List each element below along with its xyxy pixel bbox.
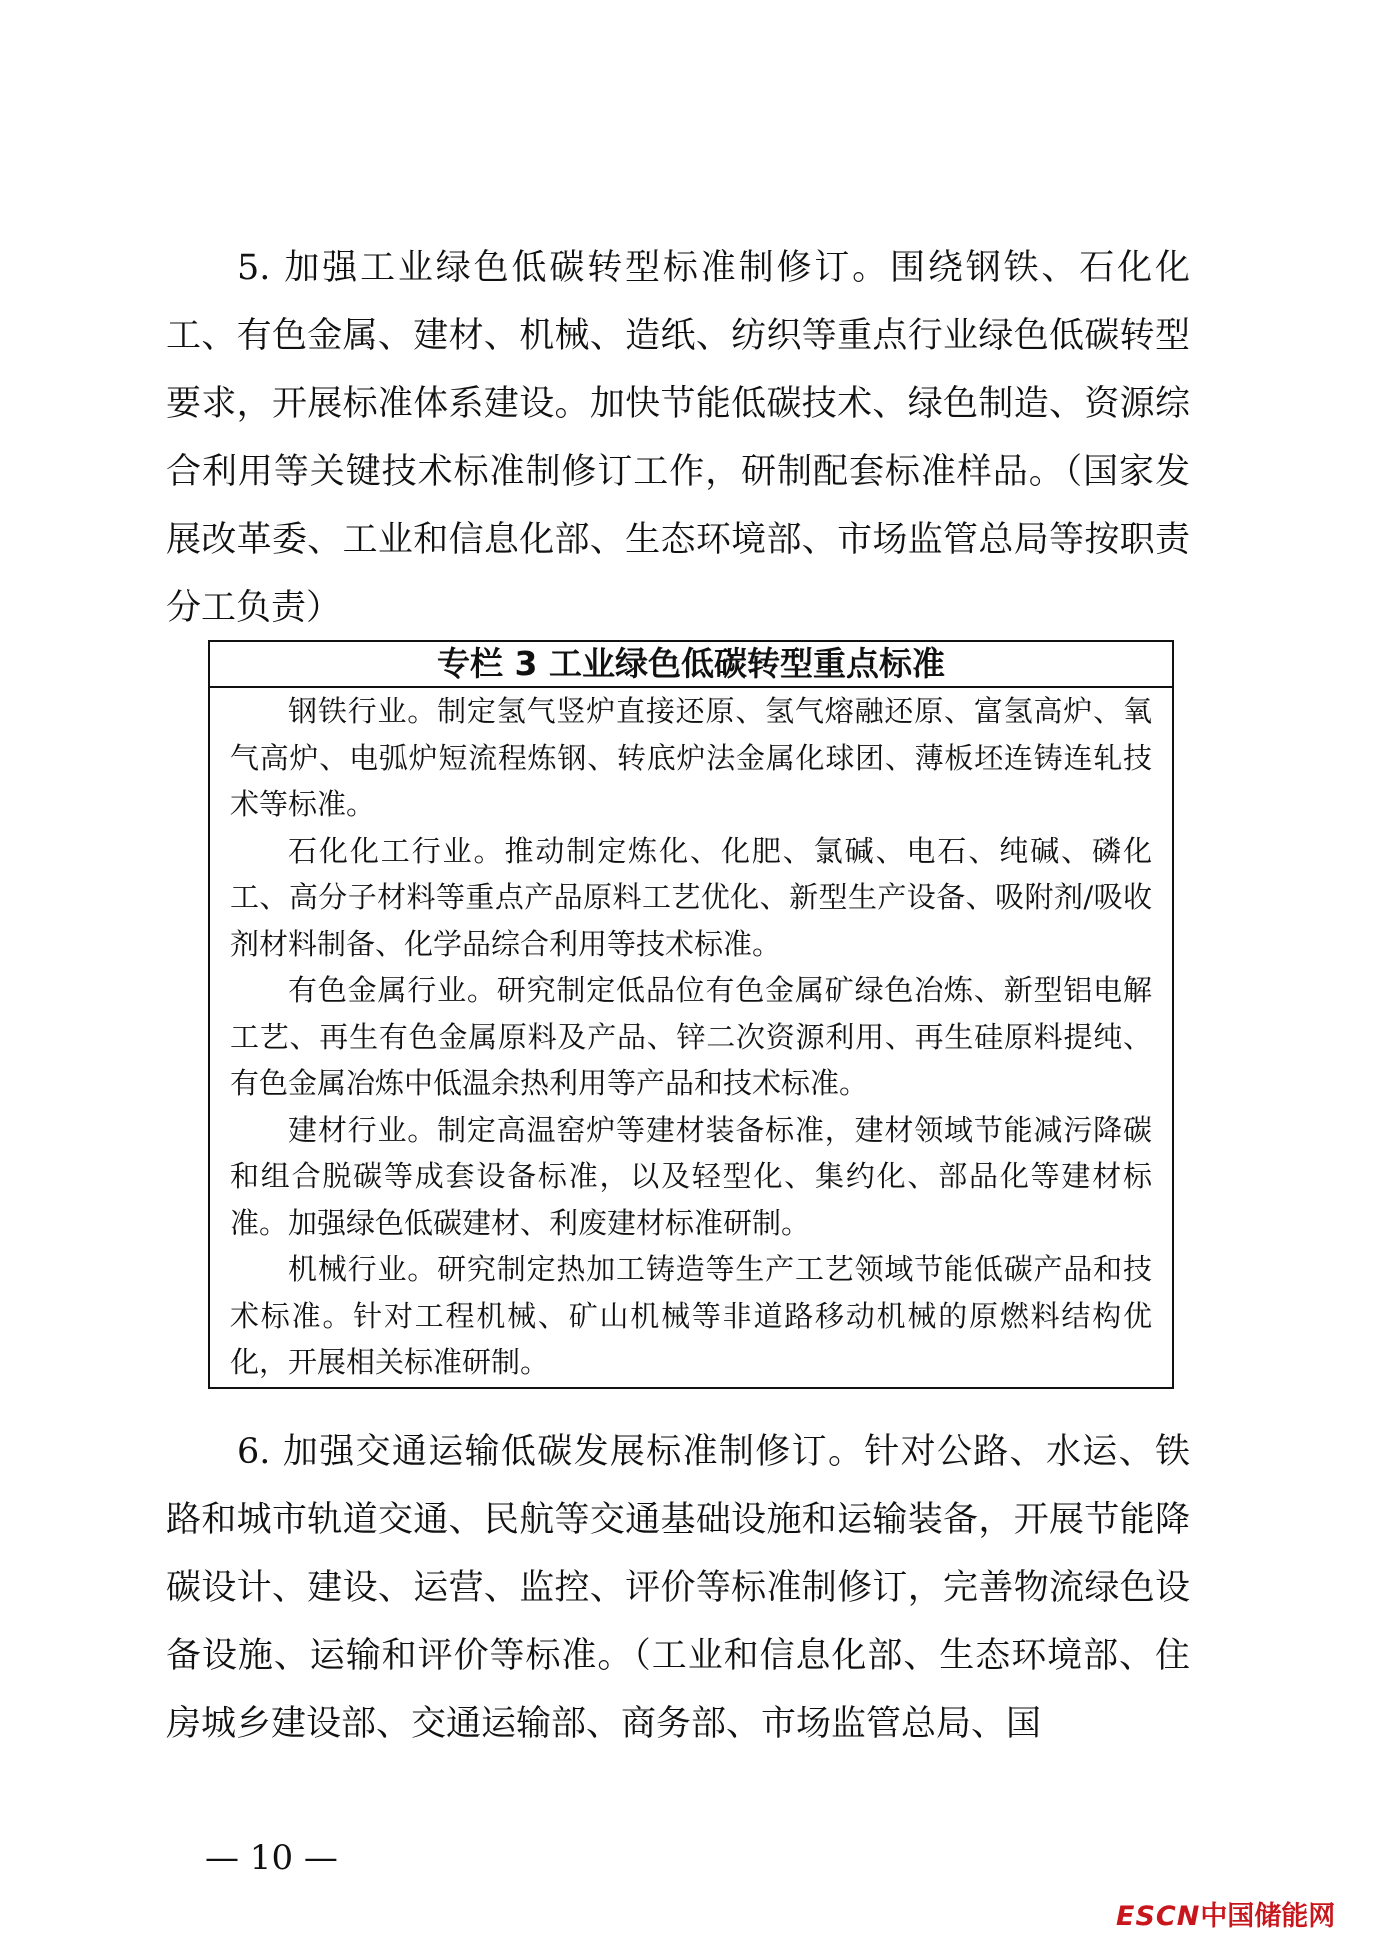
column-item-petrochemical: 石化化工行业。推动制定炼化、化肥、氯碱、电石、纯碱、磷化工、高分子材料等重点产品原料工艺优化、新型生产设备、吸附剂/吸收剂材料制备、化学品综合利用等技术标准。 [230, 833, 1152, 961]
paragraph-6: 6. 加强交通运输低碳发展标准制修订。针对公路、水运、铁路和城市轨道交通、民航等交通基础设施和运输装备，开展节能降碳设计、建设、运营、监控、评价等标准制修订，完善物流绿色设备设施、运输和评价等标准。（工业和信息化部、生态环境部、住房城乡建设部、交通运输部、商务部、市场监管总局、国 [166, 1432, 1190, 1744]
column-item-steel: 钢铁行业。制定氢气竖炉直接还原、氢气熔融还原、富氢高炉、氧气高炉、电弧炉短流程炼钢、转底炉法金属化球团、薄板坯连铸连轧技术等标准。 [230, 694, 1152, 821]
paragraph-5: 5. 加强工业绿色低碳转型标准制修订。围绕钢铁、石化化工、有色金属、建材、机械、造纸、纺织等重点行业绿色低碳转型要求，开展标准体系建设。加快节能低碳技术、绿色制造、资源综合利用等关键技术标准制修订工作，研制配套标准样品。（国家发展改革委、工业和信息化部、生态环境部、市场监管总局等按职责分工负责） [166, 248, 1190, 628]
column-item-nonferrous: 有色金属行业。研究制定低品位有色金属矿绿色冶炼、新型铝电解工艺、再生有色金属原料及产品、锌二次资源利用、再生硅原料提纯、有色金属冶炼中低温余热利用等产品和技术标准。 [230, 973, 1152, 1100]
column-box [208, 640, 1174, 1389]
column-item-building-materials: 建材行业。制定高温窑炉等建材装备标准，建材领域节能减污降碳和组合脱碳等成套设备标准，以及轻型化、集约化、部品化等建材标准。加强绿色低碳建材、利废建材标准研制。 [230, 1112, 1152, 1240]
watermark-cjk: 中国储能网 [1200, 1901, 1336, 1932]
watermark-logo [1116, 1897, 1335, 1937]
page-number: — 10 — [205, 1838, 338, 1878]
column-item-machinery: 机械行业。研究制定热加工铸造等生产工艺领域节能低碳产品和技术标准。针对工程机械、矿山机械等非道路移动机械的原燃料结构优化，开展相关标准研制。 [230, 1252, 1152, 1379]
column-box-body [210, 688, 1172, 1386]
column-box-title: 专栏 3 工业绿色低碳转型重点标准 [210, 642, 1172, 688]
watermark-latin: ESCN [1116, 1901, 1201, 1932]
